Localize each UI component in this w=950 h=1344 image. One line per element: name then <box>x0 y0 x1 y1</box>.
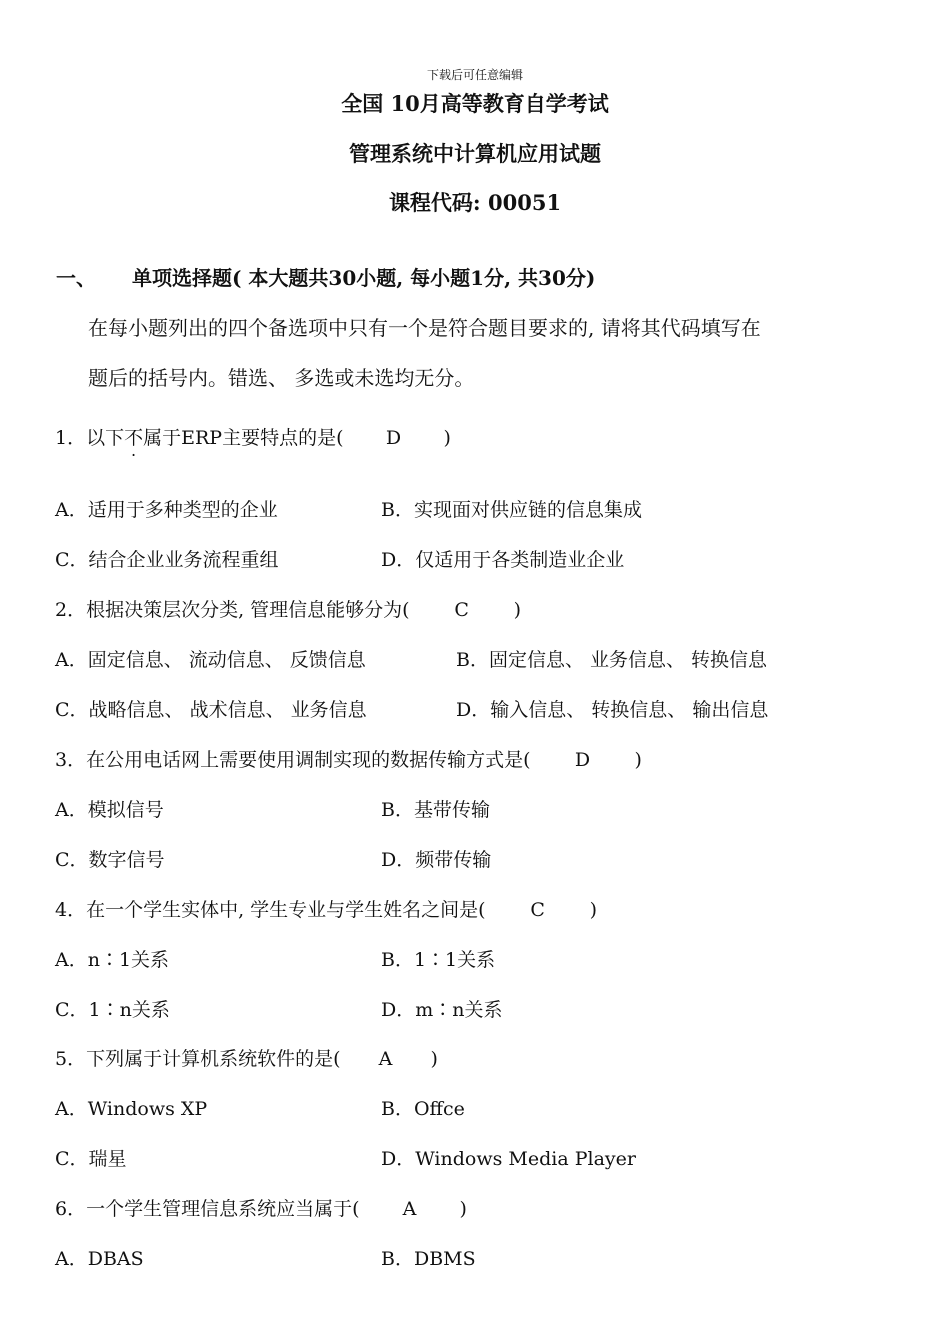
section-title: 单项选择题( 本大题共30小题, 每小题1分, 共30分) <box>132 266 596 290</box>
question-4-option-a: A．n∶1关系 <box>55 949 170 971</box>
question-1-answer: D <box>385 427 402 449</box>
question-1-stem: 1．以下不属于ERP主要特点的是( D ) <box>55 427 451 449</box>
question-1-option-a: A．适用于多种类型的企业 <box>55 499 278 521</box>
question-4-stem: 4．在一个学生实体中, 学生专业与学生姓名之间是( C ) <box>55 899 598 921</box>
section-instructions-1: 在每小题列出的四个备选项中只有一个是符合题目要求的, 请将其代码填写在 <box>88 316 761 340</box>
question-4-option-d: D．m∶n关系 <box>381 999 503 1021</box>
question-4-option-c: C．1∶n关系 <box>55 999 170 1021</box>
question-4-option-b: B．1∶1关系 <box>381 949 496 971</box>
question-5-option-a: A．Windows XP <box>55 1098 208 1120</box>
question-5-answer: A <box>378 1048 393 1070</box>
question-6-stem: 6．一个学生管理信息系统应当属于( A ) <box>55 1198 467 1220</box>
course-code: 课程代码: 00051 <box>388 190 562 215</box>
question-2-option-a: A．固定信息、 流动信息、 反馈信息 <box>55 649 366 671</box>
emphasis-mark: 不 <box>124 427 144 449</box>
question-2-answer: C <box>454 599 469 621</box>
section-instructions-2: 题后的括号内。错选、 多选或未选均无分。 <box>88 366 475 390</box>
question-6-option-b: B．DBMS <box>381 1248 476 1270</box>
question-6-option-a: A．DBAS <box>55 1248 144 1270</box>
question-3-option-a: A．模拟信号 <box>55 799 164 821</box>
exam-subject: 管理系统中计算机应用试题 <box>349 141 601 166</box>
question-2-option-c: C．战略信息、 战术信息、 业务信息 <box>55 699 367 721</box>
question-1-option-c: C．结合企业业务流程重组 <box>55 549 279 571</box>
question-5-option-b: B．Offce <box>381 1098 465 1120</box>
question-2-option-d: D．输入信息、 转换信息、 输出信息 <box>456 699 769 721</box>
question-3-answer: D <box>574 749 591 771</box>
question-5-stem: 5．下列属于计算机系统软件的是( A ) <box>55 1048 438 1070</box>
question-3-option-b: B．基带传输 <box>381 799 490 821</box>
question-4-answer: C <box>530 899 545 921</box>
question-5-option-d: D．Windows Media Player <box>381 1148 636 1170</box>
question-1-option-d: D．仅适用于各类制造业企业 <box>381 549 625 571</box>
question-3-stem: 3．在公用电话网上需要使用调制实现的数据传输方式是( D ) <box>55 749 642 771</box>
question-3-option-c: C．数字信号 <box>55 849 165 871</box>
question-6-answer: A <box>402 1198 417 1220</box>
section-number: 一、 <box>56 266 96 290</box>
section-heading <box>56 262 595 291</box>
question-1-option-b: B．实现面对供应链的信息集成 <box>381 499 642 521</box>
question-2-option-b: B．固定信息、 业务信息、 转换信息 <box>456 649 768 671</box>
header-note: 下载后可任意编辑 <box>426 68 523 82</box>
question-2-stem: 2．根据决策层次分类, 管理信息能够分为( C ) <box>55 599 522 621</box>
question-5-option-c: C．瑞星 <box>55 1148 127 1170</box>
question-3-option-d: D．频带传输 <box>381 849 492 871</box>
exam-title: 全国 10月高等教育自学考试 <box>341 91 609 116</box>
